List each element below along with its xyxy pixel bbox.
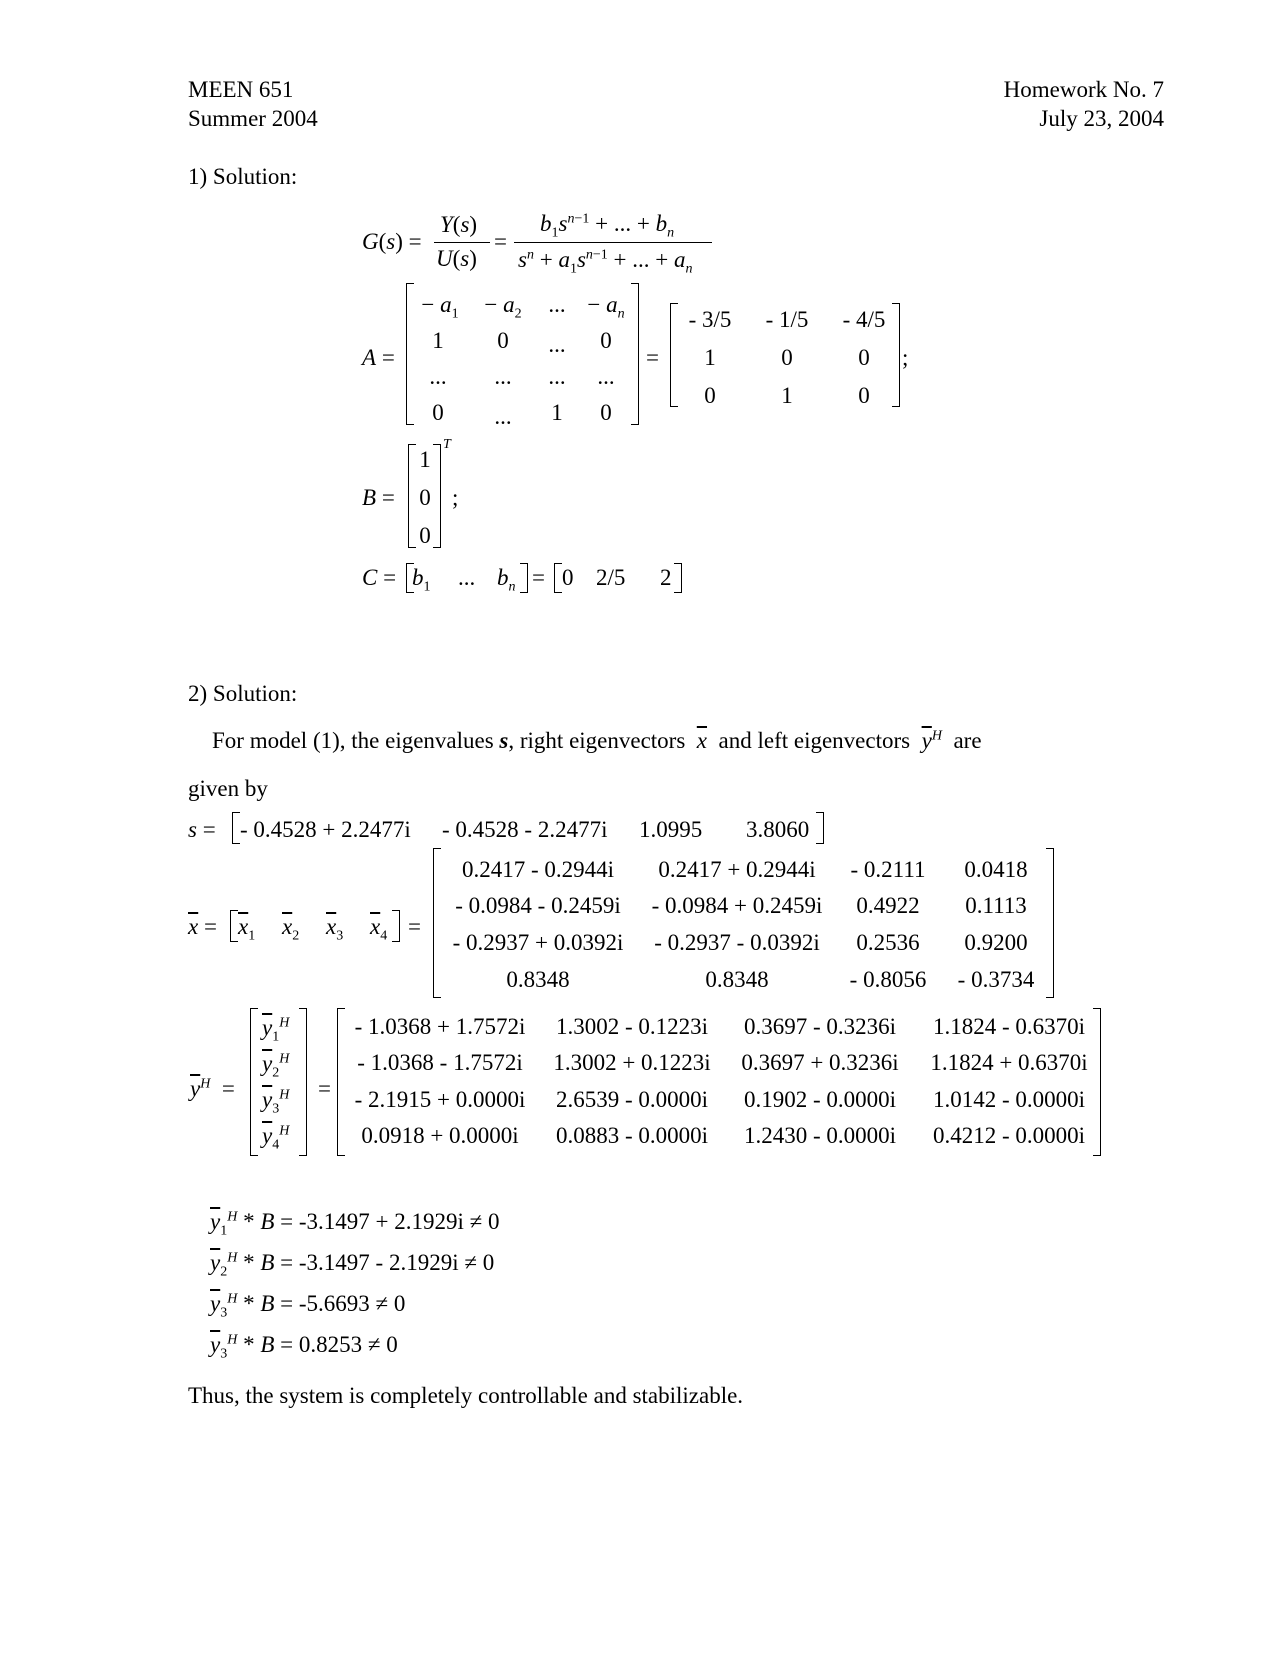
x-cell: 0.8348: [506, 967, 570, 992]
assignment-title: Homework No. 7: [1003, 77, 1164, 102]
y-cell: 0.0883 - 0.0000i: [555, 1123, 709, 1148]
y-cell: 1.3002 + 0.1223i: [553, 1050, 711, 1075]
x-cell: 0.2536: [856, 930, 920, 955]
y-cell: 1.1824 + 0.6370i: [930, 1050, 1088, 1075]
b-cell: 0: [419, 523, 431, 548]
a-cell: 0: [781, 345, 793, 370]
y-cell: 1.1824 - 0.6370i: [932, 1014, 1086, 1039]
c-cell: 2: [660, 565, 672, 590]
y-cell: 0.3697 + 0.3236i: [741, 1050, 899, 1075]
x-cell: - 0.8056: [849, 967, 927, 992]
x-cell: - 0.0984 + 0.2459i: [651, 893, 823, 918]
x-cell: 0.0418: [964, 857, 1028, 882]
c-cell: 2/5: [596, 565, 626, 590]
y-cell: 2.6539 - 0.0000i: [555, 1087, 709, 1112]
x-cell: 0.8348: [705, 967, 769, 992]
s-value: - 0.4528 - 2.2477i: [442, 817, 608, 842]
y-cell: - 1.0368 - 1.7572i: [357, 1050, 523, 1075]
a-cell: 0: [858, 383, 870, 408]
x-cell: - 0.3734: [957, 967, 1035, 992]
x-cell: 0.1113: [965, 893, 1027, 918]
s-value: 1.0995: [639, 817, 703, 842]
y-cell: 1.2430 - 0.0000i: [743, 1123, 897, 1148]
y-cell: - 1.0368 + 1.7572i: [354, 1014, 526, 1039]
y-cell: - 2.1915 + 0.0000i: [354, 1087, 526, 1112]
a-cell: 0: [858, 345, 870, 370]
course-code: MEEN 651: [188, 77, 294, 102]
x-cell: - 0.2937 - 0.0392i: [654, 930, 820, 955]
y-cell: 1.0142 - 0.0000i: [932, 1087, 1086, 1112]
y-cell: 1.3002 - 0.1223i: [555, 1014, 709, 1039]
b-cell: 1: [419, 447, 431, 472]
x-cell: - 0.2111: [850, 857, 926, 882]
x-cell: 0.9200: [964, 930, 1028, 955]
y-cell: 0.1902 - 0.0000i: [743, 1087, 897, 1112]
x-cell: 0.2417 + 0.2944i: [658, 857, 816, 882]
c-cell: 0: [562, 565, 574, 590]
conclusion: Thus, the system is completely controllable and stabilizable.: [188, 1383, 744, 1408]
b-cell: 0: [419, 485, 431, 510]
a-cell: 0: [704, 383, 716, 408]
product-row: $\overline{y}_1^H * B = -3.1497 + 2.1929i \ne 0$: [210, 1209, 500, 1239]
assignment-date: July 23, 2004: [1039, 106, 1164, 131]
term: Summer 2004: [188, 106, 318, 131]
problem2-intro: For model (1), the eigenvalues s, right eigenvectors $\overline{x}$ and left eigenvectors $\overline{y}^H$ are: [212, 728, 982, 753]
problem2-heading: 2) Solution:: [188, 681, 298, 706]
x-cell: 0.2417 - 0.2944i: [461, 857, 615, 882]
y-cell: 0.0918 + 0.0000i: [361, 1123, 519, 1148]
x-cell: - 0.0984 - 0.2459i: [455, 893, 621, 918]
x-cell: 0.4922: [856, 893, 920, 918]
y-cell: 0.4212 - 0.0000i: [932, 1123, 1086, 1148]
product-row: $\overline{y}_3^H * B = -5.6693 \ne 0$: [210, 1291, 406, 1321]
a-cell: - 1/5: [765, 307, 809, 332]
a-cell: - 4/5: [842, 307, 886, 332]
problem1-heading: 1) Solution:: [188, 164, 298, 189]
x-cell: - 0.2937 + 0.0392i: [452, 930, 624, 955]
a-cell: 1: [781, 383, 793, 408]
product-row: $\overline{y}_3^H * B = 0.8253 \ne 0$: [210, 1332, 398, 1362]
s-value: - 0.4528 + 2.2477i: [240, 817, 411, 842]
y-cell: 0.3697 - 0.3236i: [743, 1014, 897, 1039]
s-value: 3.8060: [746, 817, 810, 842]
product-row: $\overline{y}_2^H * B = -3.1497 - 2.1929i \ne 0$: [210, 1250, 495, 1280]
problem2-intro-cont: given by: [188, 776, 268, 801]
a-cell: 1: [704, 345, 716, 370]
a-cell: - 3/5: [688, 307, 732, 332]
